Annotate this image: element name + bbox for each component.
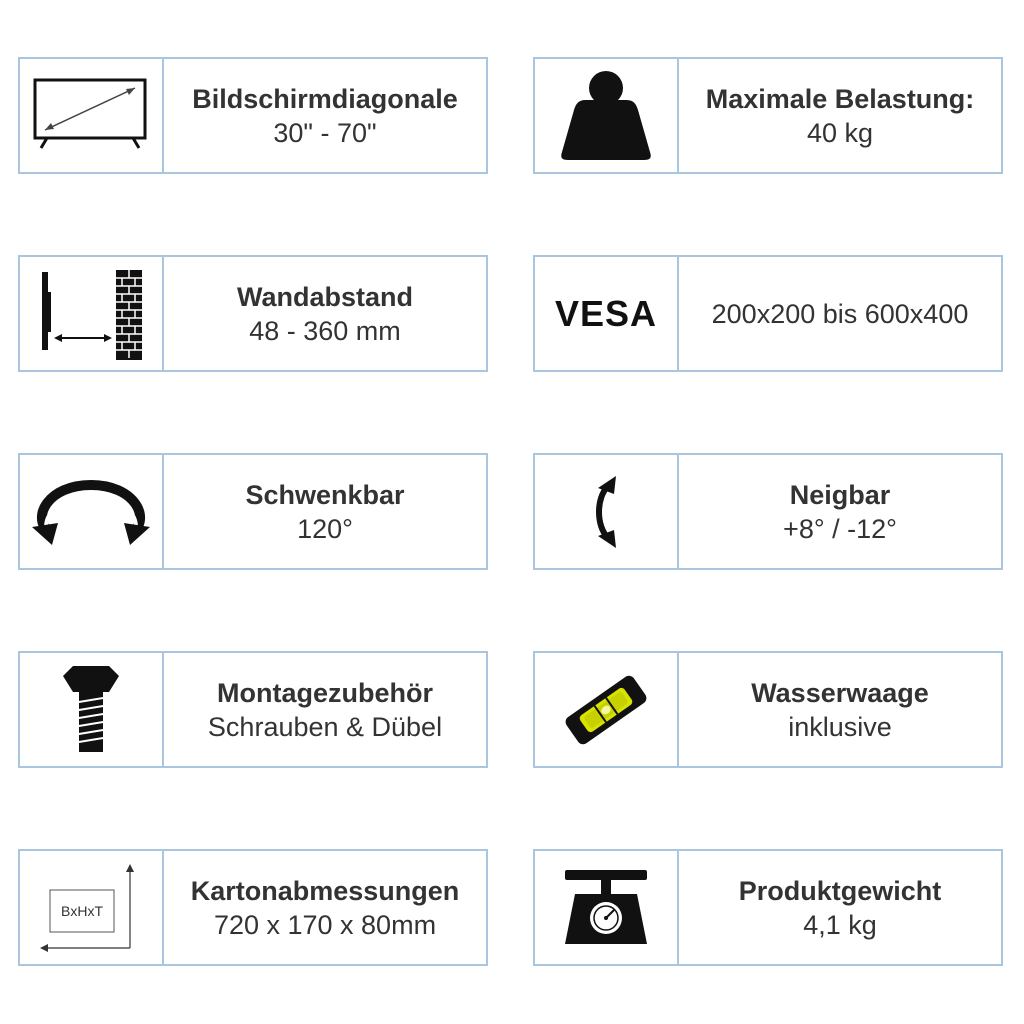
icon-cell	[20, 455, 164, 568]
spec-value: 120°	[297, 513, 353, 544]
scale-icon	[563, 868, 649, 948]
spec-value: 200x200 bis 600x400	[711, 298, 969, 329]
spec-title: Neigbar	[789, 479, 891, 510]
spec-card-mounting-accessories	[18, 651, 488, 768]
tilt-icon	[588, 474, 624, 550]
weight-icon	[556, 70, 656, 162]
vesa-icon: VESA	[554, 292, 658, 334]
tv-diagonal-icon	[29, 74, 153, 158]
spec-title: Kartonabmessungen	[190, 875, 460, 906]
spec-value: +8° / -12°	[783, 513, 897, 544]
spec-card-product-weight	[533, 849, 1003, 966]
icon-cell	[535, 257, 679, 370]
spec-text	[679, 851, 1001, 964]
spec-text	[164, 851, 486, 964]
spec-value: 48 - 360 mm	[249, 315, 401, 346]
spec-title: Montagezubehör	[217, 677, 433, 708]
spec-text	[164, 653, 486, 766]
swivel-icon	[28, 477, 154, 547]
box-dimensions-icon	[36, 860, 146, 956]
spec-text	[164, 455, 486, 568]
spec-card-box-dimensions	[18, 849, 488, 966]
spec-title: Maximale Belastung:	[705, 83, 975, 114]
spec-value: inklusive	[788, 711, 892, 742]
spec-card-max-load	[533, 57, 1003, 174]
spec-value: 30" - 70"	[273, 117, 377, 148]
box-dimensions-label: BxHxT	[61, 902, 103, 919]
spirit-level-icon	[561, 670, 651, 750]
icon-cell	[535, 653, 679, 766]
spec-text	[679, 59, 1001, 172]
spec-card-screen-size	[18, 57, 488, 174]
wall-distance-icon	[36, 266, 146, 362]
spec-title: Schwenkbar	[245, 479, 405, 510]
spec-text	[679, 653, 1001, 766]
spec-title: Produktgewicht	[738, 875, 942, 906]
icon-cell	[20, 851, 164, 964]
spec-value: 40 kg	[806, 117, 874, 148]
icon-cell	[535, 851, 679, 964]
spec-card-spirit-level	[533, 651, 1003, 768]
icon-cell	[535, 455, 679, 568]
icon-cell	[20, 59, 164, 172]
icon-cell	[20, 653, 164, 766]
spec-card-wall-distance	[18, 255, 488, 372]
spec-card-tilt	[533, 453, 1003, 570]
icon-cell	[20, 257, 164, 370]
spec-card-swivel	[18, 453, 488, 570]
spec-title: Wasserwaage	[751, 677, 929, 708]
spec-value: 4,1 kg	[803, 909, 877, 940]
spec-text	[679, 455, 1001, 568]
spec-text	[164, 257, 486, 370]
spec-title: Bildschirmdiagonale	[192, 83, 458, 114]
icon-cell	[535, 59, 679, 172]
spec-card-vesa	[533, 255, 1003, 372]
spec-value: 720 x 170 x 80mm	[213, 909, 437, 940]
spec-text	[164, 59, 486, 172]
spec-text	[679, 257, 1001, 370]
bolt-icon	[61, 662, 121, 758]
spec-value: Schrauben & Dübel	[207, 711, 443, 742]
spec-title: Wandabstand	[236, 281, 413, 312]
